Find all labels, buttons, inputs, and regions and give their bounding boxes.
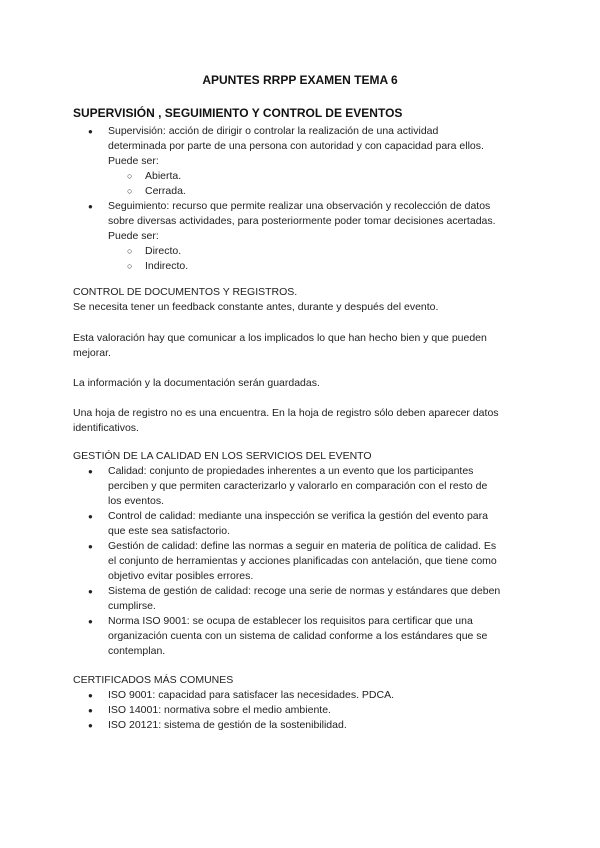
section-gestion-calidad (73, 449, 533, 659)
list-item (73, 614, 533, 659)
text-line: sobre diversas actividades, para posteriormente poder tomar decisiones acertadas. (108, 215, 496, 227)
list-item (73, 539, 533, 584)
paragraph: Se necesita tener un feedback constante antes, durante y después del evento. (73, 301, 439, 313)
text-line: ● Seguimiento: recurso que permite realizar una observación y recolección de datos (108, 200, 491, 212)
text-line: mejorar. (73, 347, 111, 359)
list-item (73, 464, 533, 509)
text-line: que este sea satisfactorio. (108, 525, 230, 537)
text-line: La información y la documentación serán guardadas. (73, 377, 320, 389)
text-line: determinada por parte de una persona con autoridad y con capacidad para ellos. (108, 140, 484, 152)
section-certificados (73, 673, 533, 733)
list-item-supervision (73, 124, 533, 169)
text-line: perciben y que permiten caracterizarlo y valorarlo en comparación con el resto de (108, 480, 488, 492)
section-heading-calidad: GESTIÓN DE LA CALIDAD EN LOS SERVICIOS DEL EVENTO (73, 450, 372, 462)
section-control-documentos (73, 285, 533, 315)
section-heading-control: CONTROL DE DOCUMENTOS Y REGISTROS. (73, 286, 298, 298)
list-item: ● ISO 9001: capacidad para satisfacer las necesidades. PDCA. (73, 688, 533, 703)
text-line: contemplan. (108, 645, 166, 657)
text-line: Puede ser: (108, 230, 159, 242)
text-line: ● Control de calidad: mediante una inspección se verifica la gestión del evento para (108, 510, 488, 522)
list-item: ● ISO 20121: sistema de gestión de la sostenibilidad. (73, 718, 533, 733)
text-line: Esta valoración hay que comunicar a los implicados lo que han hecho bien y que pueden (73, 332, 487, 344)
sub-list-item: ○ Directo. (73, 244, 533, 259)
document-title: APUNTES RRPP EXAMEN TEMA 6 (202, 73, 398, 87)
text-line: cumplirse. (108, 600, 156, 612)
text-line: Una hoja de registro no es una encuentra. En la hoja de registro sólo deben aparecer datos (73, 407, 499, 419)
sub-list-item: ○ Abierta. (73, 169, 533, 184)
paragraph-hoja-registro (73, 406, 533, 436)
text-line: identificativos. (73, 422, 139, 434)
text-line: ● Gestión de calidad: define las normas a seguir en materia de política de calidad. Es (108, 540, 497, 552)
section-supervision-list (73, 124, 533, 274)
list-item (73, 509, 533, 539)
text-line: los eventos. (108, 495, 165, 507)
sub-list-item: ○ Indirecto. (73, 259, 533, 274)
text-line: el conjunto de herramientas y acciones planificadas con antelación, que tiene como (108, 555, 497, 567)
text-line: objetivo evitar posibles errores. (108, 570, 254, 582)
list-item: ● ISO 14001: normativa sobre el medio ambiente. (73, 703, 533, 718)
text-line: ● Supervisión: acción de dirigir o controlar la realización de una actividad (108, 125, 439, 137)
section-heading-certificados: CERTIFICADOS MÁS COMUNES (73, 674, 234, 686)
text-line: organización cuenta con un sistema de calidad conforme a los estándares que se (108, 630, 488, 642)
sub-list-item: ○ Cerrada. (73, 184, 533, 199)
list-item-seguimiento (73, 199, 533, 244)
text-line: Puede ser: (108, 155, 159, 167)
text-line: ● Norma ISO 9001: se ocupa de establecer los requisitos para certificar que una (108, 615, 473, 627)
list-item (73, 584, 533, 614)
paragraph-valoracion (73, 331, 533, 361)
section-heading-supervision: SUPERVISIÓN , SEGUIMIENTO Y CONTROL DE EVENTOS (73, 106, 403, 120)
paragraph-informacion (73, 376, 533, 391)
text-line: ● Sistema de gestión de calidad: recoge una serie de normas y estándares que deben (108, 585, 501, 597)
text-line: ● Calidad: conjunto de propiedades inherentes a un evento que los participantes (108, 465, 474, 477)
